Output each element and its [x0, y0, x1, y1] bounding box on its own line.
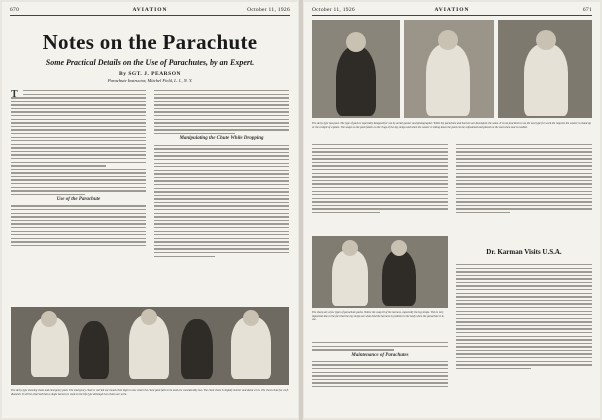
- top-photo-1: [312, 20, 400, 118]
- parachute-pack-photo: [11, 307, 289, 385]
- right-body-column-1b: [312, 342, 448, 389]
- top-photo-2: [404, 20, 494, 118]
- section-heading-maintenance: Maintenance of Parachutes: [351, 352, 409, 358]
- photo-caption: The Army type showing chute and emergency pack. The emergency chute is carried out round chest high in case where the chest pack fails to be used are considerably less. The chest chute is slightly shorter and about 21 in. The chest chute for 24 ft. diameter. It will be observed that a single harness is used on the life type although two chutes are worn.: [11, 389, 289, 396]
- top-photo-3: [498, 20, 592, 118]
- top-photo-caption: The Army type has pack. The type of pack is especially designed for use by aerial gunner and photographer. While the parachute and harness are developed, the same. It is not practical to use the seat type for work the requires the wearer to stand up or the cockpit of a plane. The snaps on the pack fasten on the rings of the leg straps and when the wearer is sitting down the pack can be unfastened and placed on the seat when seat is needed.: [312, 122, 591, 129]
- header-rule-right: [312, 15, 592, 16]
- article-title: Notes on the Parachute: [42, 30, 258, 54]
- author-title: Parachute Instructor, Mitchel Field, L. I., N. Y.: [107, 78, 193, 83]
- page-number-right: 671: [582, 7, 592, 13]
- mid-photo: [312, 236, 448, 308]
- page-gutter: [299, 0, 303, 420]
- right-page: [304, 2, 600, 418]
- issue-date-right: October 11, 1926: [312, 7, 355, 13]
- body-column-1: [11, 90, 146, 248]
- box-article-body: [456, 264, 592, 371]
- right-body-column-1: [312, 144, 448, 216]
- mid-photo-caption: The sheep are a few types of parachute packs. Notice the snap ill of the harness, especially the leg straps. This is very important due to the fact that the leg straps are what held the harness in position to the body when the parachute is in use.: [312, 311, 444, 322]
- article-subtitle: Some Practical Details on the Use of Parachutes, by an Expert.: [45, 58, 255, 67]
- body-column-2: [154, 90, 289, 259]
- left-page: [2, 2, 298, 418]
- header-rule: [10, 15, 290, 16]
- drop-cap: T: [11, 89, 18, 100]
- box-article-title: Dr. Karman Visits U.S.A.: [486, 248, 562, 256]
- section-heading-use: Use of the Parachute: [56, 197, 101, 203]
- page-number: 670: [10, 7, 20, 13]
- right-body-column-2: [456, 144, 592, 216]
- article-byline: By SGT. J. PEARSON: [119, 71, 181, 77]
- running-title-right: AVIATION: [434, 7, 470, 13]
- running-title: AVIATION: [132, 7, 168, 13]
- section-heading-manipulating: Manipulating the Chute While Dropping: [179, 136, 264, 142]
- issue-date: October 11, 1926: [247, 7, 290, 13]
